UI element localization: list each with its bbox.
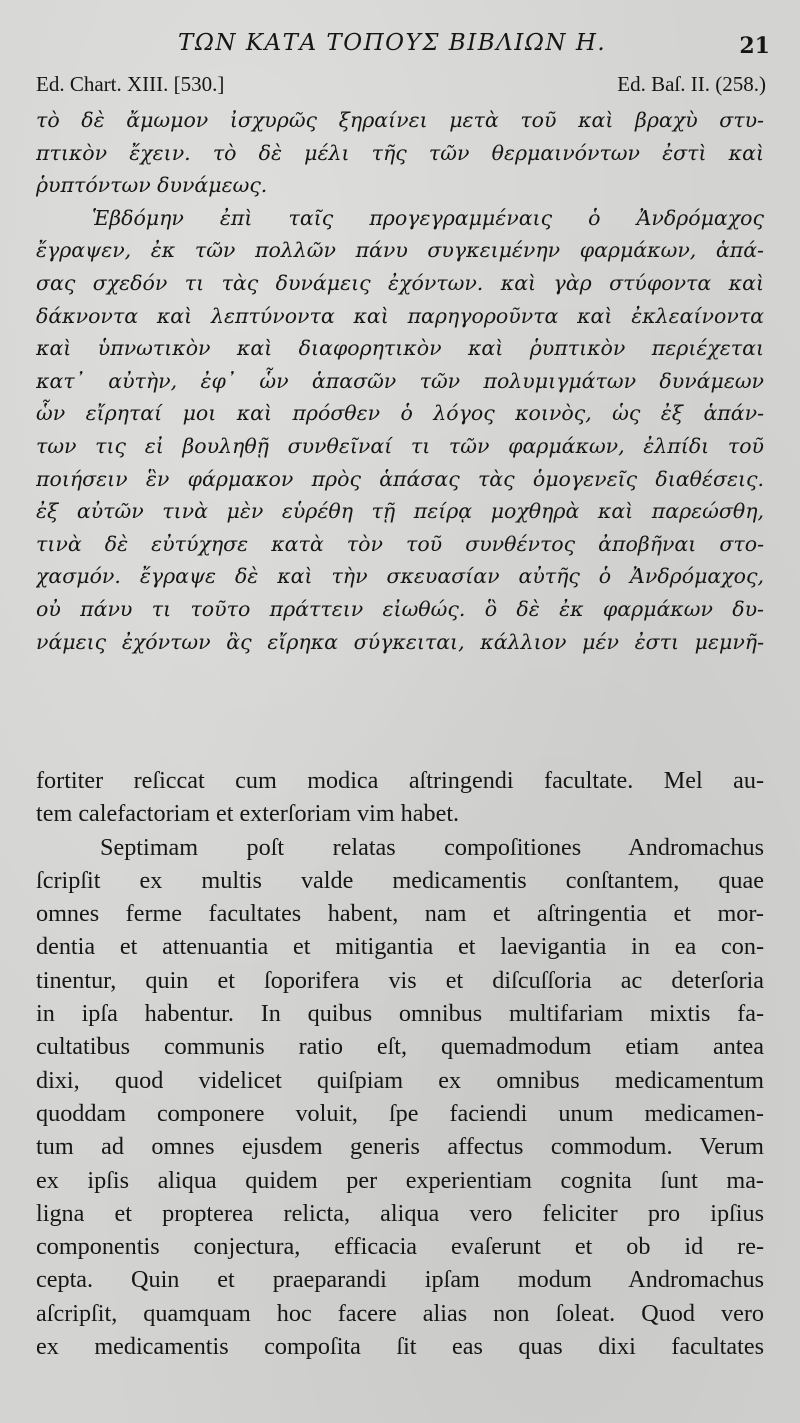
greek-line: καὶ ὑπνωτικὸν καὶ διαφορητικὸν καὶ ῥυπτικὸν περιέχεται xyxy=(36,336,764,361)
latin-line: omnes ferme facultates habent, nam et aſtringentia et mor- xyxy=(36,900,764,928)
greek-line: Ἑβδόμην ἐπὶ ταῖς προγεγραμμέναις ὁ Ἀνδρόμαχος xyxy=(92,205,764,230)
latin-line: tinentur, quin et ſoporifera vis et diſcuſſoria ac deterſoria xyxy=(36,966,764,994)
latin-line: Septimam poſt relatas compoſitiones Andromachus xyxy=(100,833,764,861)
latin-line: tem calefactoriam et exterſoriam vim habet. xyxy=(36,800,460,828)
greek-line: ἔγραψεν, ἐκ τῶν πολλῶν πάνυ συγκειμένην φαρμάκων, ἁπά- xyxy=(36,238,764,263)
latin-line: ex ipſis aliqua quidem per experientiam cognita ſunt ma- xyxy=(36,1166,764,1194)
latin-text-block xyxy=(36,764,764,1363)
greek-line: χασμόν. ἔγραψε δὲ καὶ τὴν σκευασίαν αὐτῆς ὁ Ἀνδρόμαχος, xyxy=(36,564,764,589)
page-number: 21 xyxy=(739,33,770,59)
greek-line: ἐξ αὐτῶν τινὰ μὲν εὑρέθη τῇ πείρᾳ μοχθηρὰ καὶ παρεώσθη, xyxy=(36,499,764,524)
latin-line: cepta. Quin et praeparandi ipſam modum Andromachus xyxy=(36,1266,764,1294)
latin-line: in ipſa habentur. In quibus omnibus multifariam mixtis fa- xyxy=(36,1000,764,1028)
greek-line: ὧν εἴρηταί μοι καὶ πρόσθεν ὁ λόγος κοινὸς, ὡς ἐξ ἁπάν- xyxy=(36,401,764,426)
latin-line: tum ad omnes ejusdem generis affectus commodum. Verum xyxy=(36,1133,764,1161)
greek-line: τὸ δὲ ἄμωμον ἰσχυρῶς ξηραίνει μετὰ τοῦ καὶ βραχὺ στυ- xyxy=(36,108,764,132)
greek-line: σας σχεδόν τι τὰς δυνάμεις ἐχόντων. καὶ γὰρ στύφοντα καὶ xyxy=(36,270,764,295)
greek-line: νάμεις ἐχόντων ἃς εἴρηκα σύγκειται, κάλλιον μέν ἐστι μεμνῆ- xyxy=(36,629,764,654)
latin-line: ligna et propterea relicta, aliqua vero feliciter pro ipſius xyxy=(36,1199,764,1227)
greek-line: πτικὸν ἔχειν. τὸ δὲ μέλι τῆς τῶν θερμαινόντων ἐστὶ καὶ xyxy=(36,140,764,165)
greek-line: κατ᾽ αὐτὴν, ἐφ᾽ ὧν ἁπασῶν τῶν πολυμιγμάτων δυνάμεων xyxy=(36,368,764,393)
latin-line: fortiter reſiccat cum modica aſtringendi facultate. Mel au- xyxy=(36,767,764,794)
latin-line: ſcripſit ex multis valde medicamentis conſtantem, quae xyxy=(36,866,764,894)
running-head xyxy=(0,30,800,60)
greek-line: δάκνοντα καὶ λεπτύνοντα καὶ παρηγοροῦντα καὶ ἐκλεαίνοντα xyxy=(36,303,764,328)
latin-line: cultatibus communis ratio eſt, quemadmodum etiam antea xyxy=(36,1033,764,1061)
greek-line: ποιήσειν ἓν φάρμακον πρὸς ἁπάσας τὰς ὁμογενεῖς διαθέσεις. xyxy=(36,466,764,491)
edition-references xyxy=(36,72,766,102)
edition-chart-reference: Ed. Chart. XIII. [530.] xyxy=(36,72,225,96)
latin-line: componentis conjectura, efficacia evaſerunt et ob id re- xyxy=(36,1233,764,1261)
latin-line: quoddam componere voluit, ſpe faciendi unum medicamen- xyxy=(36,1099,764,1127)
edition-basel-reference: Ed. Baſ. II. (258.) xyxy=(617,72,766,96)
greek-line: οὐ πάνυ τι τοῦτο πράττειν εἰωθώς. ὃ δὲ ἐκ φαρμάκων δυ- xyxy=(36,596,764,621)
latin-line: dentia et attenuantia et mitigantia et laevigantia in ea con- xyxy=(36,933,764,961)
greek-line: ῥυπτόντων δυνάμεως. xyxy=(36,173,268,198)
greek-line: τινὰ δὲ εὐτύχησε κατὰ τὸν τοῦ συνθέντος ἀποβῆναι στο- xyxy=(36,531,764,556)
latin-line: aſcripſit, quamquam hoc facere alias non ſoleat. Quod vero xyxy=(36,1299,764,1327)
greek-line: των τις εἰ βουληθῇ συνθεῖναί τι τῶν φαρμάκων, ἐλπίδι τοῦ xyxy=(36,433,764,458)
greek-text-block xyxy=(36,104,764,658)
latin-line: ex medicamentis compoſita ſit eas quas dixi facultates xyxy=(36,1333,764,1361)
latin-line: dixi, quod videlicet quiſpiam ex omnibus medicamentum xyxy=(36,1066,764,1094)
running-title: ΤΩΝ ΚΑΤΑ ΤΟΠΟΥΣ ΒΙΒΛΙΩΝ Η. xyxy=(178,30,607,56)
